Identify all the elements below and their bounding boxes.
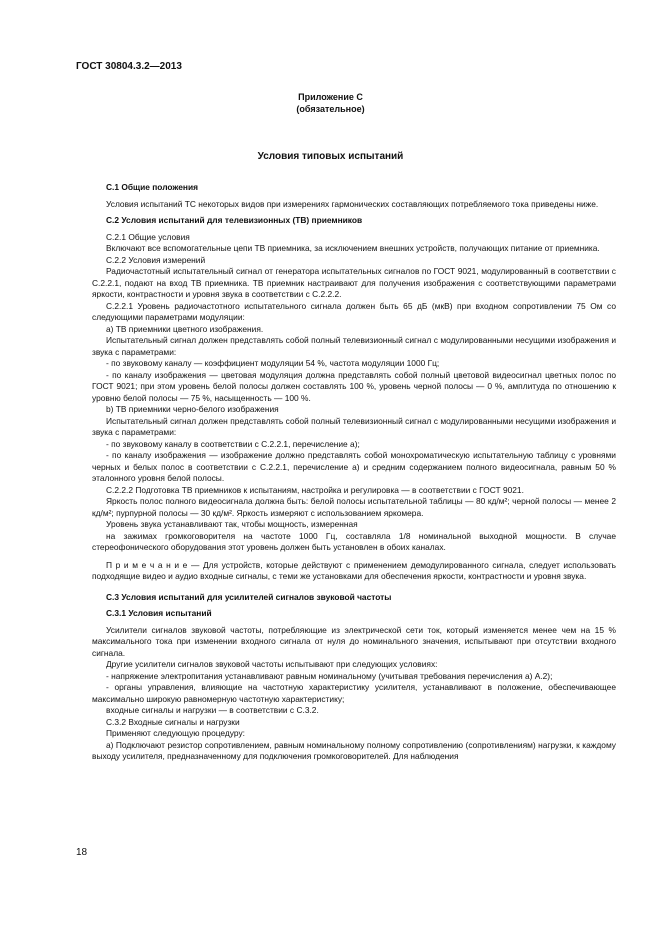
paragraph: Условия испытаний ТС некоторых видов при измерениях гармонических составляющих потребляемого тока приведены ниже. <box>106 198 599 209</box>
appendix-status: (обязательное) <box>296 104 365 114</box>
paragraph: входные сигналы и нагрузки — в соответствии с С.3.2. <box>106 705 319 715</box>
main-title: Условия типовых испытаний <box>257 151 404 162</box>
section-heading: С.3.1 Условия испытаний <box>106 608 212 618</box>
paragraph: на зажимах громкоговорителя на частоте 1000 Гц, составляла 1/8 номинальной выходной мощности. В случае стереофонического оборудования этот уровень должен быть установлен в обоих каналах. <box>92 530 616 552</box>
section-heading: С.2 Условия испытаний для телевизионных (ТВ) приемников <box>106 215 363 225</box>
paragraph: С.2.2.2 Подготовка ТВ приемников к испытаниям, настройка и регулировка — в соответствии с ГОСТ 9021. <box>106 484 524 495</box>
paragraph: Радиочастотный испытательный сигнал от генератора испытательных сигналов по ГОСТ 9021, модулированный в соответствии с С.2.2.1, подают на вход ТВ приемника. ТВ приемник настраивают для получения изображения с соответствующими параметрами яркости, контрастности и уровня звука в соответствии с С.2.2.2. <box>92 266 616 299</box>
paragraph: - по каналу изображения — цветовая модуляция должна представлять собой полный цветовой видеосигнал цветных полос по ГОСТ 9021; при этом уровень белой полосы должен составлять 100 %, уровень черной полосы — 0 %, амплитуда по отношению к уровню белой полосы — 75 %, насыщенность — 100 %. <box>92 369 616 403</box>
paragraph: Испытательный сигнал должен представлять собой полный телевизионный сигнал с модулированными несущими изображения и звука с параметрами: <box>92 335 616 357</box>
paragraph: Уровень звука устанавливают так, чтобы мощность, измеренная <box>106 519 358 529</box>
appendix-title: Приложение С <box>298 92 363 102</box>
paragraph: С.2.1 Общие условия <box>106 231 190 242</box>
page-number: 18 <box>76 847 88 858</box>
paragraph: - по звуковому каналу в соответствии с С.2.2.1, перечисление а); <box>106 438 360 449</box>
paragraph: С.2.2 Условия измерений <box>106 254 206 265</box>
paragraph: b) ТВ приемники черно-белого изображения <box>106 404 279 414</box>
paragraph: - по каналу изображения — изображение должно представлять собой монохроматическую испытательную таблицу с уровнями черных и белых полос в соответствии с С.2.2.1, перечисление а) и средним содержанием полного видеосигнала, равным 50 % эталонного уровня белой полосы. <box>92 450 616 483</box>
body-text <box>92 182 616 763</box>
paragraph: С.2.2.1 Уровень радиочастотного испытательного сигнала должен быть 65 дБ (мкВ) при входном сопротивлении 75 Ом со следующими параметрами модуляции: <box>92 300 616 322</box>
paragraph: Применяют следующую процедуру: <box>106 728 245 738</box>
section-heading: С.3 Условия испытаний для усилителей сигналов звуковой частоты <box>106 591 392 602</box>
paragraph: - по звуковому каналу — коэффициент модуляции 54 %, частота модуляции 1000 Гц; <box>106 358 440 368</box>
paragraph: Усилители сигналов звуковой частоты, потребляющие из электрической сети ток, который изменяется менее чем на 15 % максимального тока при изменении входного сигнала от нуля до номинального значения, испытывают при отсутствии входного сигнала. <box>92 624 616 658</box>
paragraph: С.3.2 Входные сигналы и нагрузки <box>106 716 240 727</box>
paragraph: Испытательный сигнал должен представлять собой полный телевизионный сигнал с модулированными несущими изображения и звука с параметрами: <box>92 415 616 437</box>
document-header: ГОСТ 30804.3.2—2013 <box>76 61 182 72</box>
paragraph: а) Подключают резистор сопротивлением, равным номинальному полному сопротивлению (сопротивлениям) нагрузки, к каждому выходу усилителя, предназначенному для подключения громкоговорителей. Для наблюдения <box>92 739 616 761</box>
note-paragraph: П р и м е ч а н и е — Для устройств, которые действуют с применением демодулированного сигнала, следует использовать подходящие видео и аудио входные сигналы, с теми же установками для обеспечения яркости, контрастности и уровня звука. <box>92 559 616 581</box>
paragraph: - напряжение электропитания устанавливают равным номинальному (учитывая требования перечисления а) А.2); <box>106 670 553 681</box>
paragraph: - органы управления, влияющие на частотную характеристику усилителя, устанавливают в положение, обеспечивающее максимально широкую равномерную частотную характеристику; <box>92 682 616 704</box>
paragraph: Яркость полос полного видеосигнала должна быть: белой полосы испытательной таблицы — 80 кд/м²; черной полосы — менее 2 кд/м²; пурпурной полосы — 30 кд/м². Яркость измеряют с использованием яркомера. <box>92 496 616 518</box>
paragraph: Другие усилители сигналов звуковой частоты испытывают при следующих условиях: <box>106 659 438 669</box>
paragraph: а) ТВ приемники цветного изображения. <box>106 323 264 334</box>
paragraph: Включают все вспомогательные цепи ТВ приемника, за исключением внешних устройств, получающих питание от приемника. <box>106 243 600 253</box>
section-heading: С.1 Общие положения <box>106 182 199 192</box>
